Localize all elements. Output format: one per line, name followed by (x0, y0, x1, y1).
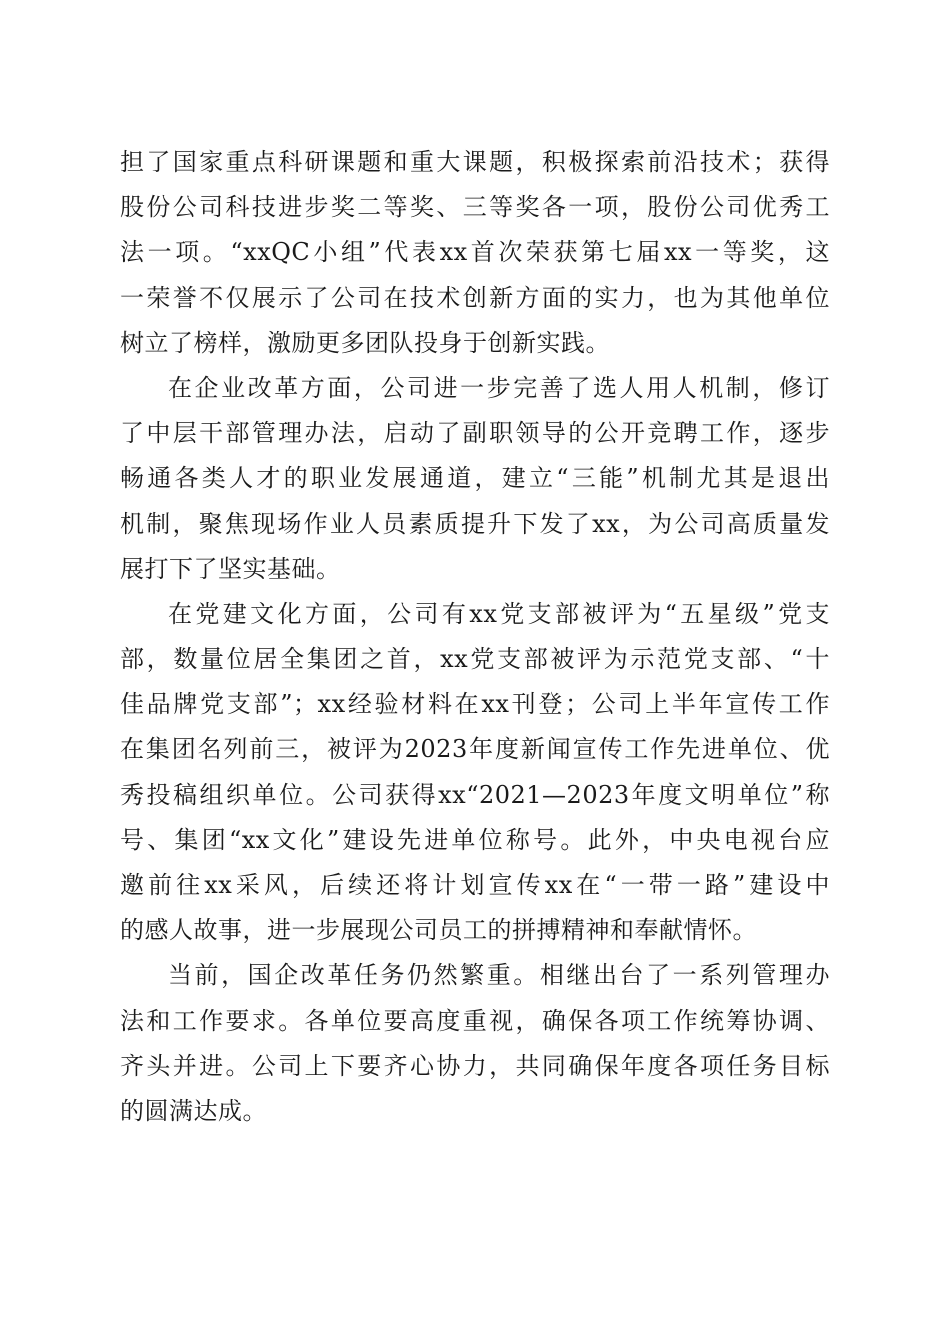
text-line: 法一项。“xxQC小组”代表xx首次荣获第七届xx一等奖，这 (120, 238, 830, 267)
text-line: 齐头并进。公司上下要齐心协力，共同确保年度各项任务目标 (120, 1051, 830, 1080)
text-line: 佳品牌党支部”；xx经验材料在xx刊登；公司上半年宣传工作 (120, 690, 830, 719)
document-body (120, 140, 830, 1134)
text-line: 机制，聚焦现场作业人员素质提升下发了xx，为公司高质量发 (120, 509, 830, 538)
text-line: 畅通各类人才的职业发展通道，建立“三能”机制尤其是退出 (120, 464, 830, 493)
text-line: 担了国家重点科研课题和重大课题，积极探索前沿技术；获得 (120, 148, 830, 176)
text-line: 了中层干部管理办法，启动了副职领导的公开竞聘工作，逐步 (120, 419, 830, 448)
text-line: 邀前往xx采风，后续还将计划宣传xx在“一带一路”建设中 (120, 871, 830, 899)
text-line: 部，数量位居全集团之首，xx党支部被评为示范党支部、“十 (120, 645, 830, 674)
text-line: 的感人故事，进一步展现公司员工的拼搏精神和奉献情怀。 (120, 916, 757, 945)
text-line: 展打下了坚实基础。 (120, 554, 341, 583)
text-line: 在党建文化方面，公司有xx党支部被评为“五星级”党支 (168, 599, 830, 628)
text-line: 秀投稿组织单位。公司获得xx“2021—2023年度文明单位”称 (120, 780, 830, 809)
text-line: 号、集团“xx文化”建设先进单位称号。此外，中央电视台应 (120, 825, 830, 854)
text-line: 的圆满达成。 (120, 1096, 267, 1125)
text-line: 树立了榜样，激励更多团队投身于创新实践。 (120, 328, 610, 357)
text-line: 在集团名列前三，被评为2023年度新闻宣传工作先进单位、优 (120, 735, 830, 764)
text-line: 股份公司科技进步奖二等奖、三等奖各一项，股份公司优秀工 (120, 193, 830, 222)
text-line: 当前，国企改革任务仍然繁重。相继出台了一系列管理办 (168, 961, 830, 990)
text-line: 法和工作要求。各单位要高度重视，确保各项工作统筹协调、 (120, 1006, 830, 1035)
text-line: 在企业改革方面，公司进一步完善了选人用人机制，修订 (168, 373, 830, 402)
text-line: 一荣誉不仅展示了公司在技术创新方面的实力，也为其他单位 (120, 283, 830, 312)
